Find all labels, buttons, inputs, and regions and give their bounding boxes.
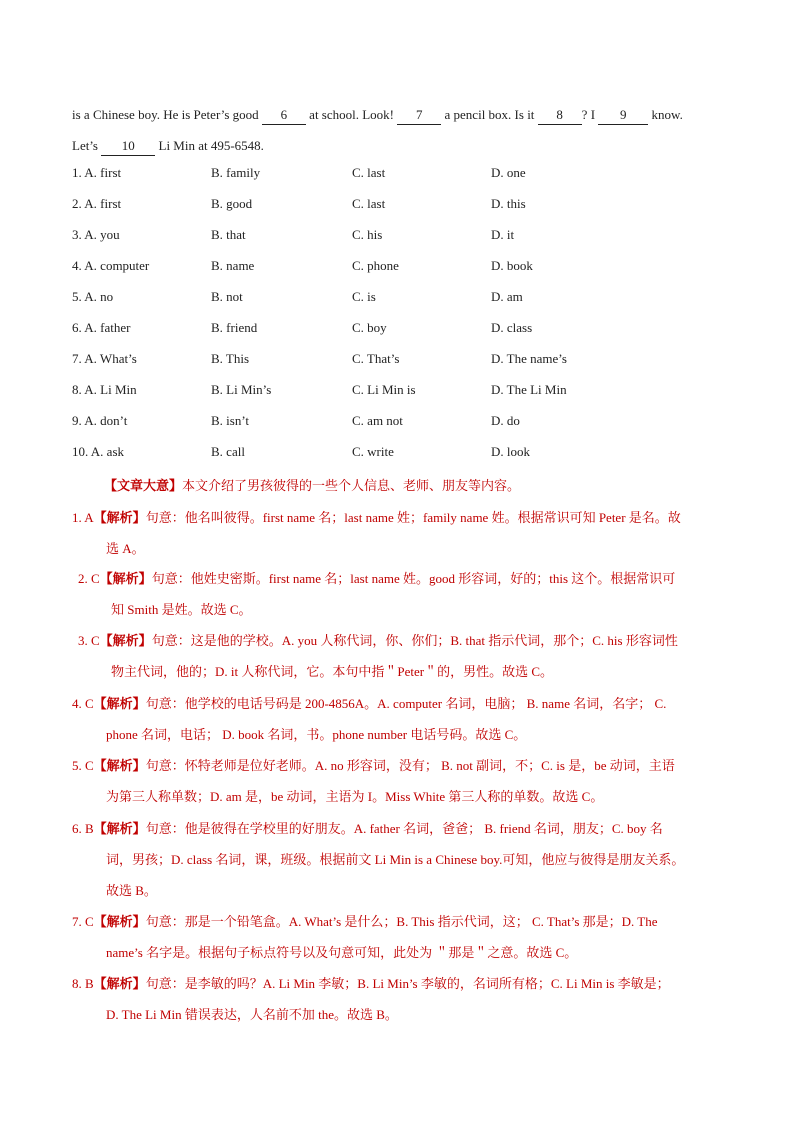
option: C. phone [352,258,399,273]
analysis-tag: 【解析】 [93,976,146,991]
option: 2. A. first [72,196,122,211]
option: D. look [491,444,530,459]
option-row [72,255,732,286]
analysis-number: 7. C [72,914,94,929]
option-row [72,379,732,410]
option-row [72,286,732,317]
passage-text: ? I [581,107,596,122]
analysis-item-6 [72,813,732,906]
passage-line-2 [72,130,732,161]
analysis-item-2 [78,563,738,625]
analysis-text: D. The Li Min 错误表达，人名前不加 the。故选 B。 [106,1007,398,1022]
blank-6: 6 [262,106,306,125]
option: C. That’s [352,351,400,366]
analysis-text: phone 名词，电话； D. book 名词，书。phone number 电话号码。故选 C。 [106,727,527,742]
option-row [72,317,732,348]
passage-text: a pencil box. Is it [444,107,535,122]
passage-text: is a Chinese boy. He is Peter’s good [72,107,259,122]
option: 5. A. no [72,289,114,304]
analysis-text: 句意：这是他的学校。A. you 人称代词，你、你们；B. that 指示代词，那个；C. his 形容词性 [151,633,678,648]
option: C. last [352,196,386,211]
analysis-text: 知 Smith 是姓。故选 C。 [111,602,252,617]
option: B. friend [211,320,258,335]
passage-text: know. [651,107,683,122]
analysis-text: 故选 B。 [106,883,157,898]
analysis-text: 句意：那是一个铅笔盒。A. What’s 是什么；B. This 指示代词，这； C. That’s 那是；D. The [145,914,658,929]
option: B. isn’t [211,413,250,428]
summary-text: 本文介绍了男孩彼得的一些个人信息、老师、朋友等内容。 [182,478,521,493]
option: B. family [211,165,261,180]
option: D. The Li Min [491,382,567,397]
option: 1. A. first [72,165,122,180]
analysis-text: 句意：怀特老师是位好老师。A. no 形容词，没有； B. not 副词，不；C. is 是，be 动词，主语 [145,758,675,773]
blank-9: 9 [598,106,648,125]
option: B. name [211,258,255,273]
option: B. that [211,227,246,242]
option-row [72,224,732,255]
analysis-text: 句意：是李敏的吗？A. Li Min 李敏；B. Li Min’s 李敏的，名词所有格；C. Li Min is 李敏是； [145,976,670,991]
option: C. is [352,289,376,304]
option: D. class [491,320,533,335]
passage-text: Let’s [72,138,98,153]
analysis-text: 句意：他姓史密斯。first name 名；last name 姓。good 形容词，好的；this 这个。根据常识可 [151,571,676,586]
option-row [72,162,732,193]
option-row [72,410,732,441]
option: C. am not [352,413,403,428]
option: D. The name’s [491,351,567,366]
option: B. good [211,196,253,211]
analysis-text: 为第三人称单数；D. am 是，be 动词，主语为 I。Miss White 第三人称的单数。故选 C。 [106,789,604,804]
option: C. his [352,227,383,242]
analysis-number: 3. C [78,633,100,648]
analysis-text: name’s 名字是。根据句子标点符号以及句意可知，此处为 ＂那是＂之意。故选 C。 [106,945,578,960]
option: C. write [352,444,394,459]
passage-text: at school. Look! [309,107,395,122]
option-row [72,348,732,379]
option: D. it [491,227,515,242]
analysis-number: 6. B [72,821,94,836]
analysis-tag: 【解析】 [93,696,146,711]
option-row [72,441,732,472]
analysis-number: 1. A [72,510,94,525]
analysis-number: 4. C [72,696,94,711]
passage-line-1 [72,99,732,130]
analysis-item-8 [72,968,732,1030]
analysis-text: 物主代词，他的；D. it 人称代词，它。本句中指＂Peter＂的，男性。故选 C。 [111,664,553,679]
answer-options [72,162,732,472]
analysis-text: 词，男孩；D. class 名词，课，班级。根据前文 Li Min is a Chinese boy.可知，他应与彼得是朋友关系。 [106,852,685,867]
option: D. do [491,413,520,428]
analysis-item-3 [78,625,738,687]
blank-10: 10 [101,137,155,156]
analysis-text: 句意：他学校的电话号码是 200-4856A。A. computer 名词，电脑； B. name 名词，名字； C. [145,696,667,711]
analysis-tag: 【解析】 [93,914,146,929]
analysis-text: 句意：他是彼得在学校里的好朋友。A. father 名词，爸爸； B. friend 名词，朋友；C. boy 名 [145,821,663,836]
blank-7: 7 [397,106,441,125]
option: C. Li Min is [352,382,416,397]
analysis-tag: 【解析】 [93,510,146,525]
cloze-passage [72,99,732,161]
summary-tag: 【文章大意】 [104,478,183,493]
analysis-tag: 【解析】 [99,633,152,648]
analysis-tag: 【解析】 [93,821,146,836]
analysis-item-7 [72,906,732,968]
option: 8. A. Li Min [72,382,137,397]
option: D. this [491,196,526,211]
option: 4. A. computer [72,258,150,273]
option: 6. A. father [72,320,131,335]
option: 3. A. you [72,227,120,242]
option: 10. A. ask [72,444,124,459]
option: B. This [211,351,250,366]
option: C. last [352,165,386,180]
analysis-item-5 [72,750,732,812]
option-row [72,193,732,224]
option: B. call [211,444,245,459]
analysis-number: 5. C [72,758,94,773]
article-summary [104,473,520,499]
option: B. not [211,289,243,304]
analysis-number: 8. B [72,976,94,991]
option: D. book [491,258,533,273]
analysis-item-4 [72,688,732,750]
passage-text: Li Min at 495-6548. [158,138,264,153]
option: D. one [491,165,526,180]
option: 7. A. What’s [72,351,137,366]
option: B. Li Min’s [211,382,272,397]
option: C. boy [352,320,387,335]
analysis-item-1 [72,502,732,564]
blank-8: 8 [538,106,582,125]
analysis-number: 2. C [78,571,100,586]
analysis-tag: 【解析】 [93,758,146,773]
option: 9. A. don’t [72,413,128,428]
analysis-tag: 【解析】 [99,571,152,586]
analysis-text: 选 A。 [106,541,145,556]
option: D. am [491,289,523,304]
analysis-text: 句意：他名叫彼得。first name 名；last name 姓；family name 姓。根据常识可知 Peter 是名。故 [145,510,681,525]
